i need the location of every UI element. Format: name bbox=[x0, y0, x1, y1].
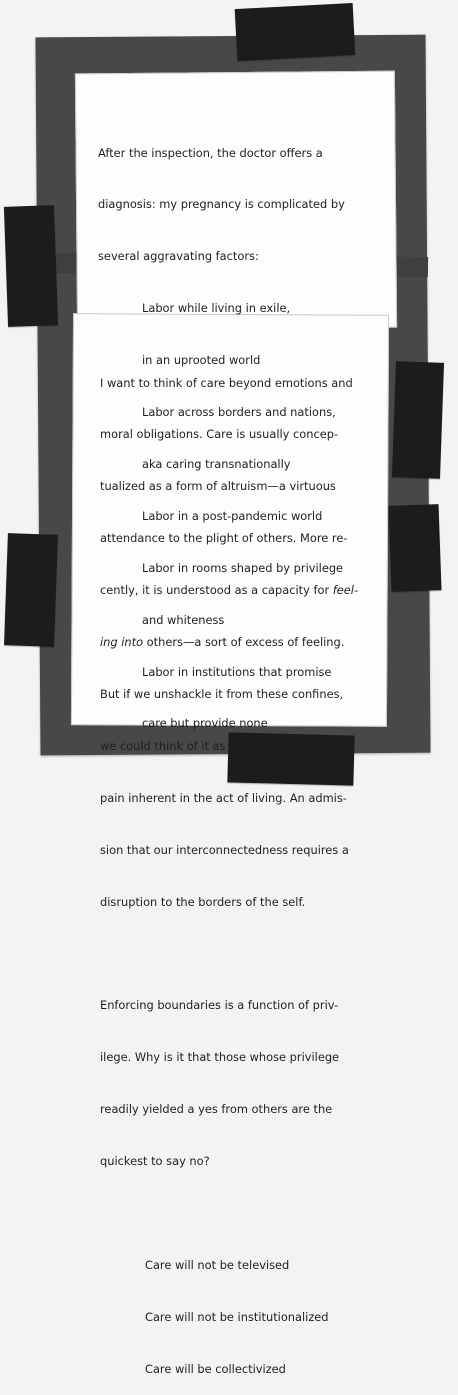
paragraph-gap bbox=[100, 945, 358, 962]
factor-line: in an uprooted world bbox=[142, 353, 261, 368]
paragraph-line: readily yielded a yes from others are the bbox=[100, 1102, 333, 1117]
paragraph-line: disruption to the borders of the self. bbox=[100, 894, 306, 909]
tape-strip-left-lower bbox=[4, 533, 58, 647]
closing-line: Care will be collectivized bbox=[145, 1361, 286, 1376]
factor-line: Labor in rooms shaped by privilege bbox=[142, 560, 344, 575]
paragraph-gap bbox=[100, 1205, 358, 1222]
paragraph-text: cently, it is understood as a capacity for bbox=[100, 583, 333, 598]
italic-text: feel- bbox=[332, 583, 359, 598]
factor-line: and whiteness bbox=[142, 612, 225, 627]
paragraph-line: attendance to the plight of others. More re- bbox=[100, 531, 348, 546]
factor-line: care but provide none bbox=[142, 716, 268, 731]
paragraph-line-mixed bbox=[100, 582, 358, 599]
paragraph-line: pain inherent in the act of living. An admis- bbox=[100, 790, 347, 805]
intro-line: diagnosis: my pregnancy is complicated by bbox=[98, 197, 345, 212]
tape-strip-top bbox=[235, 3, 356, 61]
paragraph-line: we could think of it as an antidote to the bbox=[100, 738, 332, 753]
closing-line: Care will not be televised bbox=[145, 1257, 290, 1272]
intro-line: After the inspection, the doctor offers a bbox=[98, 145, 323, 160]
factor-line: Labor in institutions that promise bbox=[142, 664, 332, 679]
factor-line: Labor while living in exile, bbox=[142, 301, 291, 316]
paragraph-line: ilege. Why is it that those whose privilege bbox=[100, 1050, 340, 1065]
paragraph-line: moral obligations. Care is usually concep- bbox=[100, 427, 339, 442]
paragraph-line: tualized as a form of altruism—a virtuous bbox=[100, 479, 336, 494]
closing-line: Care will not be institutionalized bbox=[145, 1309, 329, 1324]
care-essay-text-block bbox=[100, 340, 358, 1395]
factor-line: Labor across borders and nations, bbox=[142, 405, 336, 420]
paragraph-line: But if we unshackle it from these confines, bbox=[100, 686, 344, 701]
tape-strip-right-lower bbox=[389, 504, 442, 592]
tape-strip-right-upper bbox=[392, 361, 444, 479]
paragraph-line-mixed bbox=[100, 634, 358, 651]
paragraph-line: Enforcing boundaries is a function of priv- bbox=[100, 998, 339, 1013]
paragraph-line: I want to think of care beyond emotions and bbox=[100, 375, 353, 390]
paragraph-line: quickest to say no? bbox=[100, 1153, 210, 1168]
tape-strip-left-upper bbox=[4, 205, 58, 327]
italic-text: ing into bbox=[100, 635, 144, 650]
factor-line: Labor in a post-pandemic world bbox=[142, 508, 323, 523]
paragraph-line: sion that our interconnectedness requires a bbox=[100, 842, 349, 857]
paragraph-text: others—a sort of excess of feeling. bbox=[143, 635, 345, 650]
intro-line: several aggravating factors: bbox=[98, 249, 259, 264]
factor-line: aka caring transnationally bbox=[142, 456, 291, 471]
